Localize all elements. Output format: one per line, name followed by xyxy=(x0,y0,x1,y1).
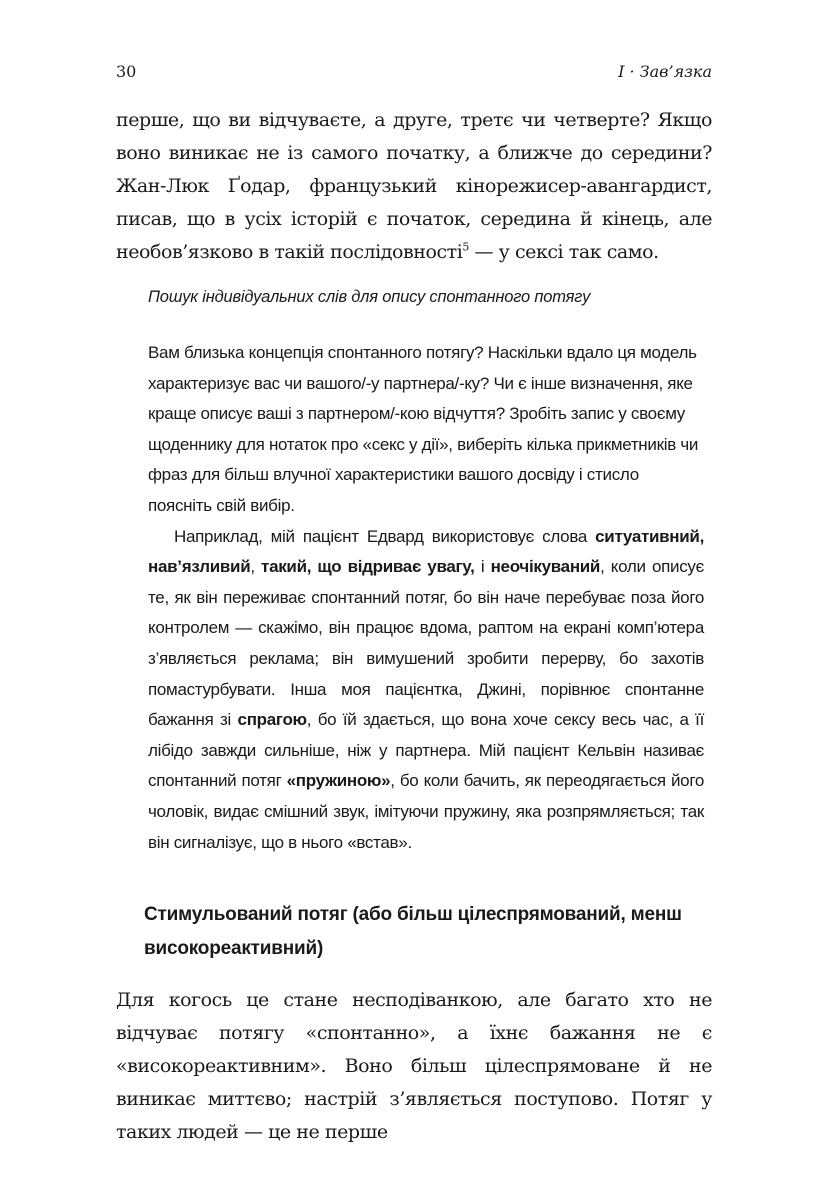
intro-text-end: — у сексі так само. xyxy=(468,241,659,263)
p2-bold-term: неочікуваний xyxy=(490,557,601,577)
exercise-box xyxy=(148,338,704,858)
p2-text: і xyxy=(474,557,491,577)
exercise-paragraph-1: Вам близька концепція спонтанного потягу? Наскільки вдало ця модель характеризує вас чи вашого/-у партнера/-ку? Чи є інше визначення, яке краще описує ваші з партнером/-кою відчуття? Зробіть запис у своєму щоденнику для нотаток про «секс у дії», виберіть кілька прикметників чи фраз для більш влучної характеристики вашого досвіду і стисло поясніть свій вибір. xyxy=(148,343,699,515)
p2-bold-term: ситуативний, нав’язливий xyxy=(148,526,704,577)
p2-bold-term: спрагою xyxy=(237,710,307,730)
exercise-paragraph-2 xyxy=(148,522,704,859)
intro-text: перше, що ви відчуваєте, а друге, третє чи четверте? Якщо воно виникає не із самого початку, а ближче до середини? Жан-Люк Ґодар, французький кінорежисер-авангардист, писав, що в усіх історій є початок, середина й кінець, але необов’язково в такій послідовності xyxy=(116,109,712,263)
section-body: Для когось це стане несподіванкою, але багато хто не відчуває потягу «спонтанно», а їхнє бажання не є «високореактивним». Воно більш цілеспрямоване й не виникає миттєво; настрій з’являється поступово. Потяг у таких людей — це не перше xyxy=(116,989,712,1143)
exercise-title: Пошук індивідуальних слів для опису спонтанного потягу xyxy=(148,288,591,306)
p2-text: , xyxy=(250,557,262,577)
p2-text: , бо коли бачить, як переодягається його чоловік, видає смішний звук, імітуючи пружину, яка розпрямляється; так він сигналізує, що в нього «встав». xyxy=(148,771,704,852)
running-head xyxy=(116,62,712,86)
footnote-ref: 5 xyxy=(462,240,469,254)
page-number: 30 xyxy=(116,62,137,81)
p2-text: , бо їй здається, що вона хоче сексу весь час, а її лібідо завжди сильніше, ніж у партнера. Мій пацієнт Кельвін називає спонтанний потяг xyxy=(148,710,705,791)
chapter-title: I · Зав’язка xyxy=(618,62,712,81)
p2-text: , коли описує те, як він переживає спонтанний потяг, бо він наче перебуває поза його контролем — скажімо, він працює вдома, раптом на екрані комп’ютера з’являється реклама; він вимушений зробити перерву, бо захотів помастурбувати. Інша моя пацієнтка, Джині, порівнює спонтанне бажання зі xyxy=(148,557,704,730)
intro-paragraph xyxy=(116,104,712,269)
p2-text: Наприклад, мій пацієнт Едвард використовує слова xyxy=(174,526,596,546)
section-heading: Стимульований потяг (або більш цілеспрямований, менш високореактивний) xyxy=(144,904,682,959)
p2-bold-term: такий, що відриває увагу, xyxy=(261,557,475,577)
p2-bold-term: «пружиною» xyxy=(286,771,391,791)
